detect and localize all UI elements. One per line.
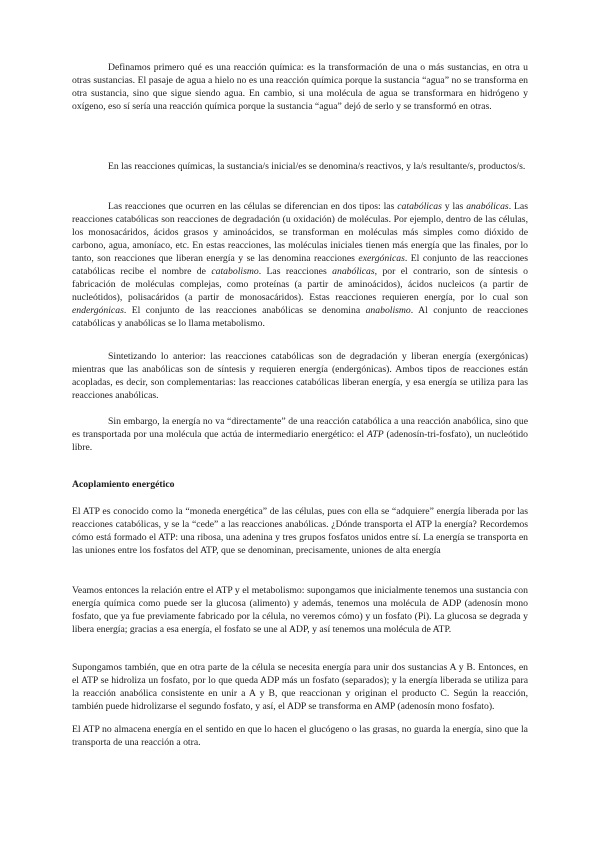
paragraph-atp-energy-currency: El ATP es conocido como la “moneda energética” de las células, pues con ella se “adquiere” energía liberada por las reacciones catabólicas, y se la “cede” a las reacciones anabólicas. ¿Dónde transporta el ATP la energía? Recordemos cómo está formado el ATP: una ribosa, una adenina y tres grupos fosfatos unidos entre sí. La energía se transporta en las uniones entre los fosfatos del ATP, que se denominan, precisamente, uniones de alta energía	[72, 506, 528, 556]
text-span: . Al conjunto de reacciones catabólicas y anabólicas se lo llama metabolismo.	[72, 305, 528, 329]
term-atp: ATP	[366, 429, 384, 440]
term-anabolicas: anabólicas	[466, 201, 509, 212]
text-span: . Las reacciones	[258, 266, 333, 277]
paragraph-atp-transport: El ATP no almacena energía en el sentido en que lo hacen el glucógeno o las grasas, no guarda la energía, sino que la transporta de una reacción a otra.	[72, 724, 528, 748]
text-span: , por el contrario, son de síntesis o fabricación de moléculas complejas, como proteínas (a partir de aminoácidos), ácidos nucleicos (a partir de nucleótidos), polisacáridos (a partir de monosacáridos). Estas reacciones requieren energía, por lo cual son	[72, 266, 528, 303]
paragraph-catabolic-anabolic	[72, 200, 528, 330]
term-catabolicas: catabólicas	[397, 201, 442, 212]
term-anabolicas-2: anabólicas	[332, 266, 375, 277]
paragraph-atp-hydrolysis: Supongamos también, que en otra parte de la célula se necesita energía para unir dos sustancias A y B. Entonces, en el ATP se hidroliza un fosfato, por lo que queda ADP más un fosfato (separados); y la energía liberada se utiliza para la reacción anabólica consistente en unir a A y B, que reaccionan y originan el producto C. Según la reacción, también puede hidrolizarse el segundo fosfato, y así, el ADP se transforma en AMP (adenosín mono fosfato).	[72, 662, 528, 712]
paragraph-chemical-reaction-definition: Definamos primero qué es una reacción química: es la transformación de una o más sustancias, en otra u otras sustancias. El pasaje de agua a hielo no es una reacción química porque la sustancia “agua” no se transforma en otra sustancia, sino que sigue siendo agua. En cambio, si una molécula de agua se transformara en hidrógeno y oxígeno, eso sí sería una reacción química porque la sustancia “agua” dejó de serlo y se transformó en otras.	[72, 62, 528, 112]
term-endergonicas: endergónicas	[72, 305, 124, 316]
paragraph-atp-intermediary	[72, 415, 528, 454]
text-span: Sin embargo, la energía no va “directamente” de una reacción catabólica a una reacción anabólica, sino que es transportada por una molécula que actúa de intermediario energético: el	[72, 416, 528, 440]
paragraph-summary: Sintetizando lo anterior: las reacciones catabólicas son de degradación y liberan energía (exergónicas) mientras que las anabólicas son de síntesis y requieren energía (endergónicas). Ambos tipos de reacciones están acopladas, es decir, son complementarias: las reacciones catabólicas liberan energía, y esa energía se utiliza para las reacciones anabólicas.	[72, 351, 528, 401]
term-exergonicas: exergónicas	[358, 253, 405, 264]
term-anabolismo: anabolismo	[365, 305, 411, 316]
paragraph-atp-metabolism: Veamos entonces la relación entre el ATP y el metabolismo: supongamos que inicialmente tenemos una sustancia con energía química como puede ser la glucosa (alimento) y además, tenemos una molécula de ADP (adenosín mono fosfato, que ya fue previamente fabricado por la célula, no veremos cómo) y un fosfato (Pi). La glucosa se degrada y libera energía; gracias a esa energía, el fosfato se une al ADP, y así tenemos una molécula de ATP.	[72, 585, 528, 635]
paragraph-reactants-products: En las reacciones químicas, la sustancia/s inicial/es se denomina/s reactivos, y la/s resultante/s, productos/s.	[108, 161, 526, 172]
text-span: Las reacciones que ocurren en las células se diferencian en dos tipos: las	[108, 201, 398, 212]
text-span: . El conjunto de las reacciones anabólicas se denomina	[123, 305, 366, 316]
text-span: . Las reacciones catabólicas son reacciones de degradación (u oxidación) de moléculas. Por ejemplo, dentro de las células, los monosacáridos, ácidos grasos y aminoácidos, se transforman en moléculas más simples como dióxido de carbono, agua, amoníaco, etc. En estas reacciones, las moléculas iniciales tienen más energía que las finales, por lo tanto, son reacciones que liberan energía y se las denomina reacciones	[72, 201, 528, 264]
text-span: (adenosín-tri-fosfato), un nucleótido libre.	[72, 429, 528, 453]
section-heading: Acoplamiento energético	[72, 479, 175, 490]
text-span: y las	[441, 201, 467, 212]
text-span: . El conjunto de las reacciones catabólicas recibe el nombre de	[72, 253, 528, 277]
term-catabolismo: catabolismo	[211, 266, 259, 277]
